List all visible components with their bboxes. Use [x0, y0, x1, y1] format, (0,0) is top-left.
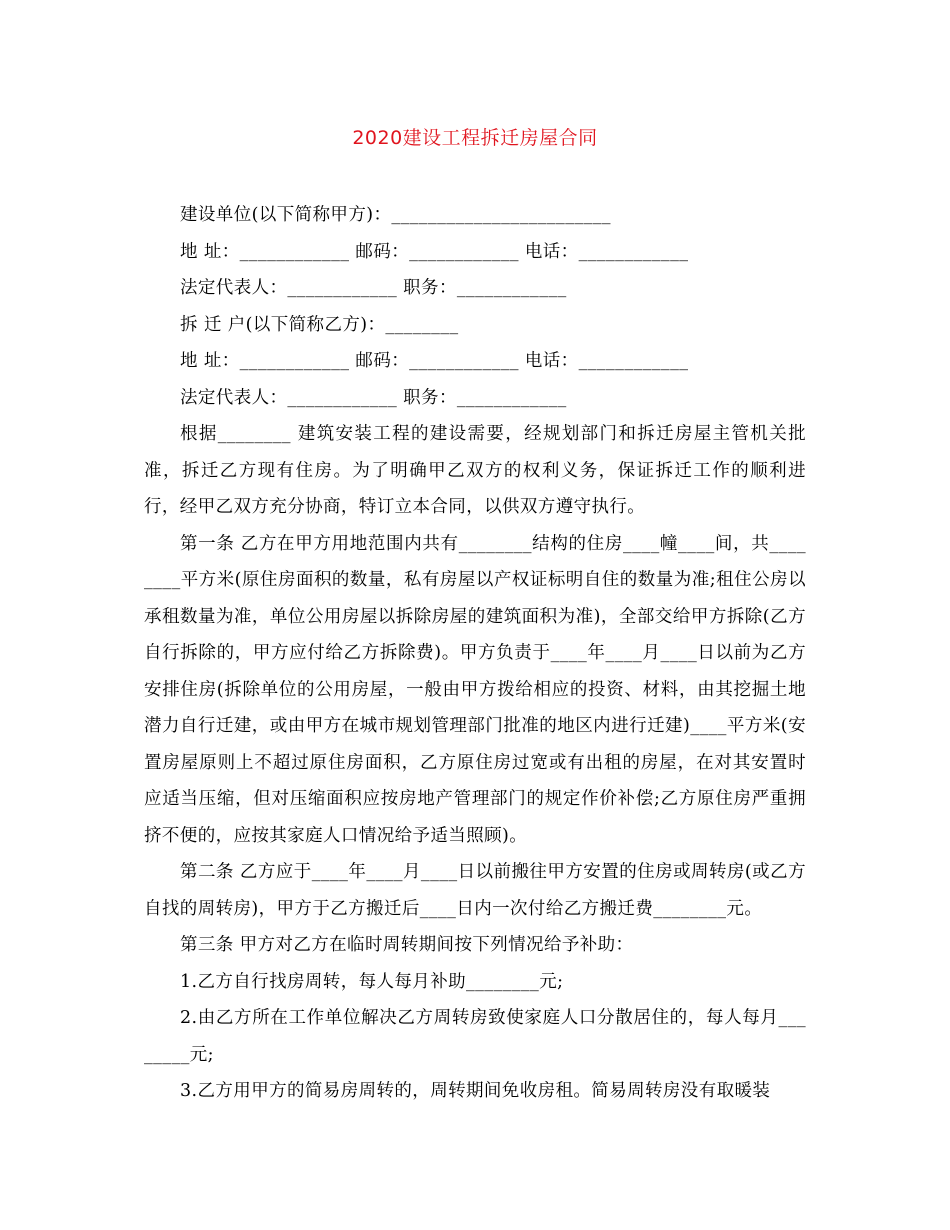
article-2-paragraph: 第二条 乙方应于____年____月____日以前搬往甲方安置的住房或周转房(或乙方自找的周转房)，甲方于乙方搬迁后____日内一次付给乙方搬迁费________元。 — [144, 862, 806, 919]
party-a-address-line: 地 址：____________ 邮码：____________ 电话：____________ — [180, 241, 689, 262]
preamble-paragraph: 根据________ 建筑安装工程的建设需要，经规划部门和拆迁房屋主管机关批准，拆迁乙方现有住房。为了明确甲乙双方的权利义务，保证拆迁工作的顺利进行，经甲乙双方充分协商，特订立本合同，以供双方遵守执行。 — [144, 424, 806, 517]
document-title: 2020建设工程拆迁房屋合同 — [352, 127, 598, 149]
party-b-representative-line: 法定代表人：____________ 职务：____________ — [180, 387, 567, 408]
document-body — [144, 197, 806, 1110]
article-3-item-2: 2.由乙方所在工作单位解决乙方周转房致使家庭人口分散居住的，每人每月________元; — [144, 1008, 806, 1065]
party-a-name-line: 建设单位(以下简称甲方)：________________________ — [180, 205, 611, 225]
party-b-address-line: 地 址：____________ 邮码：____________ 电话：____________ — [180, 351, 689, 371]
article-3-item-3: 3.乙方用甲方的简易房周转的，周转期间免收房租。简易周转房没有取暖装 — [180, 1081, 771, 1101]
article-1-paragraph: 第一条 乙方在甲方用地范围内共有________结构的住房____幢____间，共________平方米(原住房面积的数量，私有房屋以产权证标明自住的数量为准;租住公房以承租数量为准，单位公用房屋以拆除房屋的建筑面积为准)，全部交给甲方拆除(乙方自行拆除的，甲方应付给乙方拆除费)。甲方负责于____年____月____日以前为乙方安排住房(拆除单位的公用房屋，一般由甲方拨给相应的投资、材料，由其挖掘土地潜力自行迁建，或由甲方在城市规划管理部门批准的地区内进行迁建)____平方米(安置房屋原则上不超过原住房面积，乙方原住房过宽或有出租的房屋，在对其安置时应适当压缩，但对压缩面积应按房地产管理部门的规定作价补偿;乙方原住房严重拥挤不便的，应按其家庭人口情况给予适当照顾)。 — [144, 533, 806, 846]
article-3-paragraph: 第三条 甲方对乙方在临时周转期间按下列情况给予补助： — [180, 935, 634, 955]
party-b-name-line: 拆 迁 户(以下简称乙方)：________ — [180, 314, 459, 335]
article-3-item-1: 1.乙方自行找房周转，每人每月补助________元; — [180, 971, 564, 992]
party-a-representative-line: 法定代表人：____________ 职务：____________ — [180, 278, 567, 298]
